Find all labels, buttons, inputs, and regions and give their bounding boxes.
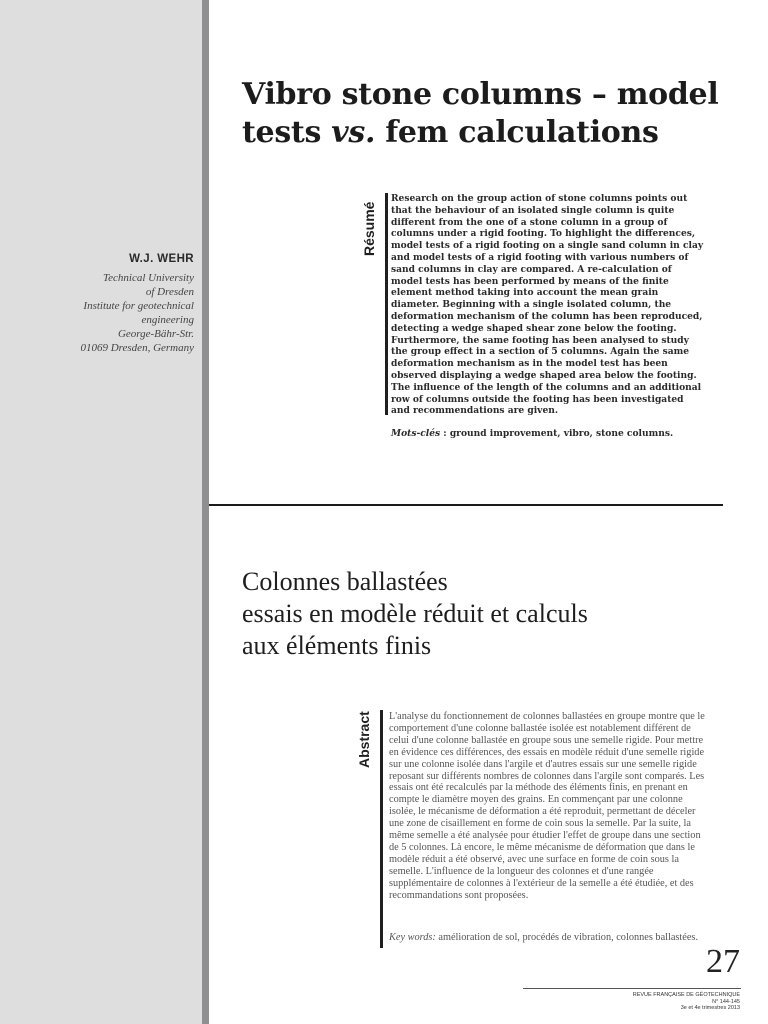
abstract-label: Abstract xyxy=(356,711,372,768)
journal-name: REVUE FRANÇAISE DE GÉOTECHNIQUE xyxy=(632,992,740,998)
resume-text: Research on the group action of stone columns points out that the behaviour of an isolated single column is quite different from the one of a stone column in a group of columns under a rigid footing. To highlight the differences, model tests of a rigid footing on a single sand column in clay and model tests of a rigid footing with various numbers of sand columns in clay are compared. A re-calculation of model tests has been performed by means of the finite element method taking into account the mean grain diameter. Beginning with a single isolated column, the deformation mechanism of the column has been reproduced, detecting a wedge shaped shear zone below the footing. Furthermore, the same footing has been analysed to study the group effect in a section of 5 columns. Again the same deformation mechanism as in the model test has been observed displaying a wedge shaped area below the footing. The influence of the length of the columns and an additional row of columns outside the footing has been investigated and recommendations are given. xyxy=(391,193,704,417)
affiliation-line: Technical University xyxy=(103,272,194,284)
journal-info xyxy=(560,992,740,1012)
affiliation-line: 01069 Dresden, Germany xyxy=(80,342,194,354)
sidebar-panel xyxy=(0,0,202,1024)
affiliation-line: Institute for geotechnical xyxy=(83,300,194,312)
resume-label: Résumé xyxy=(361,201,377,256)
affiliation-line: engineering xyxy=(141,314,194,326)
title-fr-line-3: aux éléments finis xyxy=(242,631,432,660)
title-fr-line-1: Colonnes ballastées xyxy=(242,567,448,596)
affiliation-line: of Dresden xyxy=(145,286,194,298)
page-number: 27 xyxy=(706,943,740,980)
article-title-french xyxy=(242,566,722,662)
sidebar-rule xyxy=(202,0,209,1024)
title-line-1: Vibro stone columns – model xyxy=(242,77,719,112)
keywords-label: Key words: xyxy=(389,932,436,943)
keywords-label: Mots-clés xyxy=(391,428,441,439)
journal-issue: N° 144-145 xyxy=(712,998,740,1005)
title-vs: vs. xyxy=(331,115,376,150)
section-divider xyxy=(209,504,723,506)
keywords-list: amélioration de sol, procédés de vibration, colonnes ballastées. xyxy=(435,932,699,943)
author-name: W.J. WEHR xyxy=(129,253,194,265)
resume-rule xyxy=(385,193,388,415)
abstract-rule xyxy=(380,710,383,948)
journal-rule xyxy=(523,988,741,989)
keywords-english xyxy=(389,932,709,944)
title-fr-line-2: essais en modèle réduit et calculs xyxy=(242,599,588,628)
article-title-english xyxy=(242,76,742,152)
title-line-2-start: tests xyxy=(242,115,332,150)
keywords-list: : ground improvement, vibro, stone columns. xyxy=(440,428,674,439)
journal-period: 3e et 4e trimestres 2013 xyxy=(680,1005,740,1011)
keywords-french xyxy=(391,428,721,439)
author-block xyxy=(20,253,194,355)
abstract-text: L'analyse du fonctionnement de colonnes ballastées en groupe montre que le comportement d'une colonne ballastée isolée est notablement différent de celui d'une colonne ballastée en groupe sous une semelle rigide. Pour mettre en évidence ces différences, des essais en modèle réduit d'une semelle rigide sur une colonne isolée dans l'argile et d'autres essais sur une semelle rigide reposant sur différents nombres de colonnes dans l'argile sont comparés. Les essais ont été recalculés par la méthode des éléments finis, en prenant en compte le diamètre moyen des grains. En commençant par une colonne isolée, le mécanisme de déformation a été reproduit, permettant de déceler une zone de cisaillement en forme de coin sous la semelle. Par la suite, la même semelle a été analysée pour étudier l'effet de groupe dans une section de 5 colonnes. Là encore, le même mécanisme de déformation que dans le modèle réduit a été observé, avec une surface en forme de coin sous la semelle. L'influence de la longueur des colonnes et d'une rangée supplémentaire de colonnes à l'extérieur de la semelle a été étudiée, et des recommandations sont proposées. xyxy=(389,711,705,901)
affiliation-line: George-Bähr-Str. xyxy=(117,328,194,340)
title-line-2-end: fem calculations xyxy=(375,115,659,150)
